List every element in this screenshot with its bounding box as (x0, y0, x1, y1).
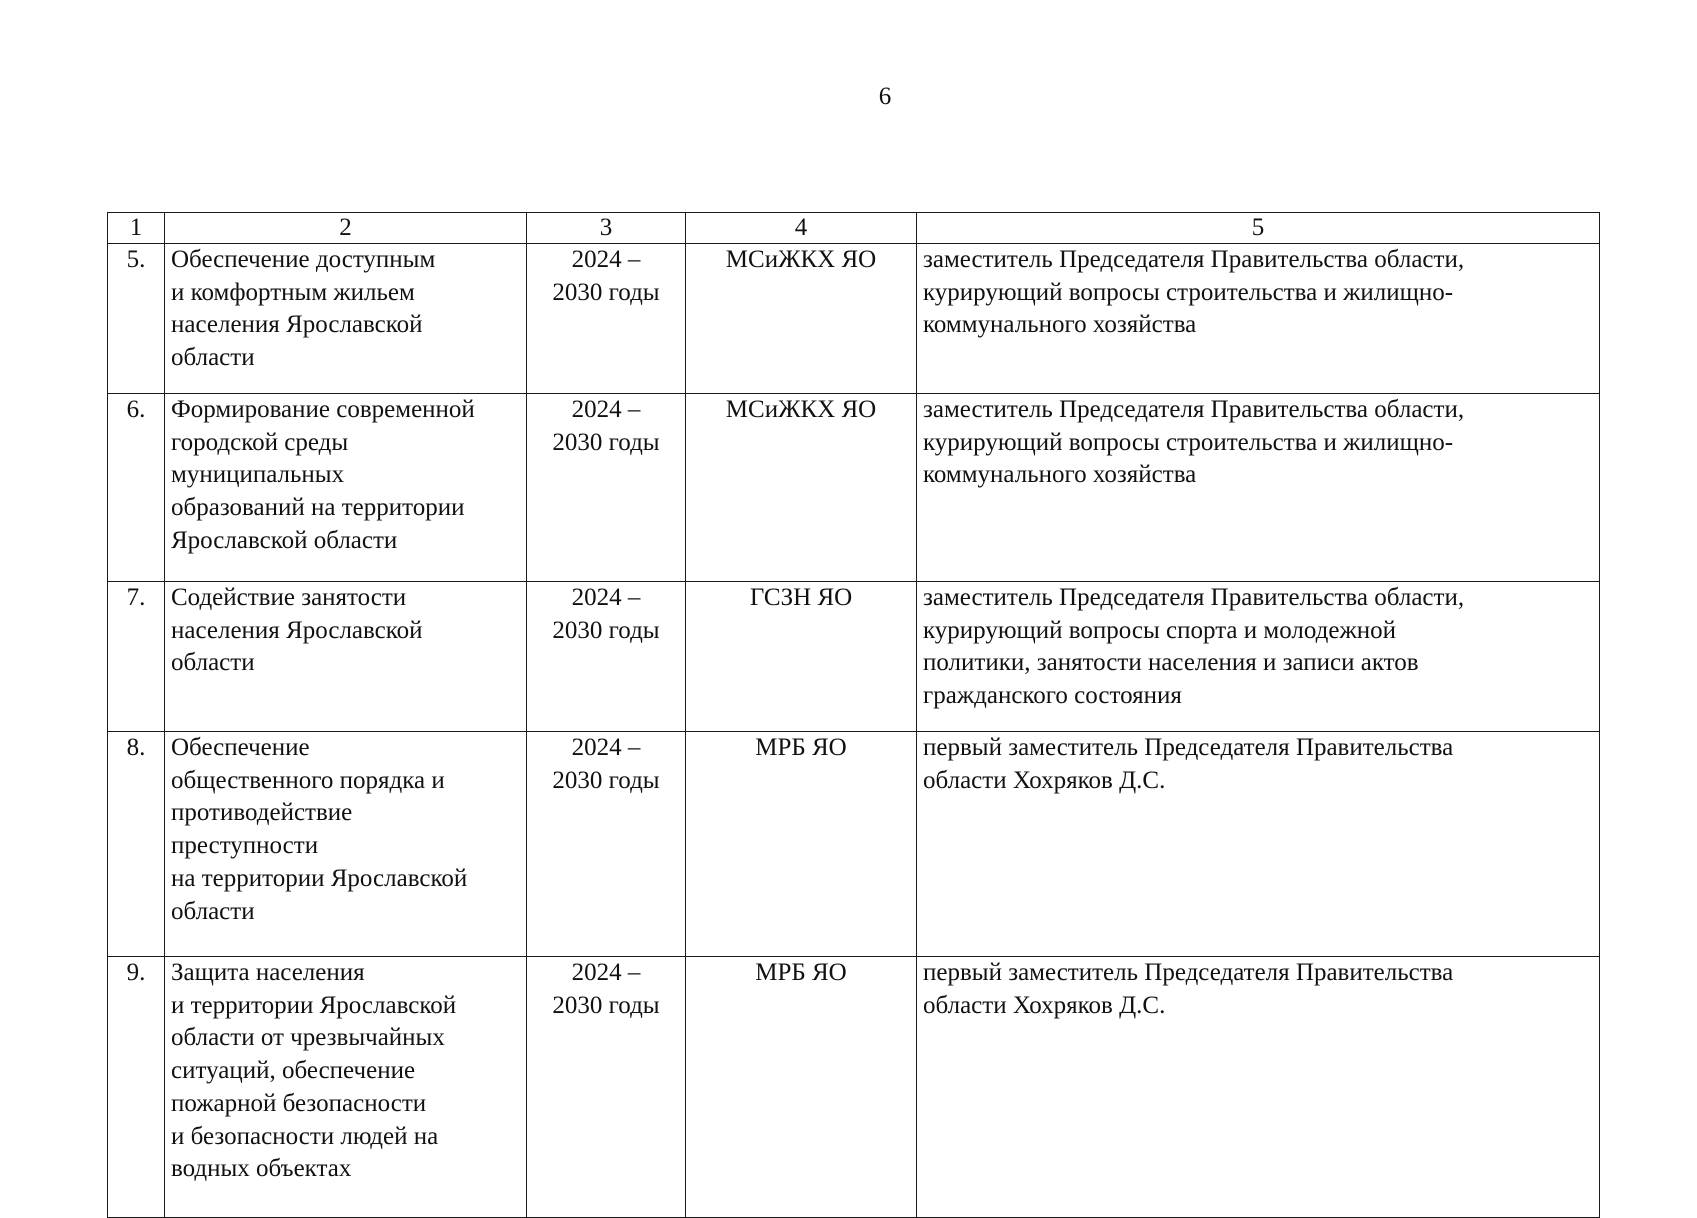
period-cell-line: 2030 годы (552, 991, 660, 1019)
program-name-cell-line: водных объектах (171, 1155, 352, 1183)
period-cell (527, 394, 686, 582)
header-cell-5: 5 (917, 213, 1600, 244)
responsible-cell-line: первый заместитель Председателя Правительства (923, 959, 1454, 986)
program-name-cell-line: и территории Ярославской (171, 991, 457, 1019)
executor-cell: МРБ ЯО (686, 957, 917, 1218)
responsible-cell-line: политики, занятости населения и записи актов (923, 649, 1419, 677)
responsible-cell-line: первый заместитель Председателя Правительства (923, 734, 1454, 761)
program-name-cell-line: Обеспечение (171, 734, 310, 761)
program-name-cell-line: Содействие занятости (171, 584, 407, 611)
responsible-cell-line: курирующий вопросы спорта и молодежной (923, 616, 1396, 644)
program-name-cell-line: населения Ярославской (171, 311, 423, 339)
period-cell-line: 2024 – (571, 246, 641, 273)
period-cell (527, 732, 686, 957)
period-cell-line: 2024 – (571, 396, 641, 423)
table-body (108, 244, 1600, 1218)
program-name-cell-line: пожарной безопасности (171, 1089, 427, 1117)
program-name-cell-line: и безопасности людей на (171, 1122, 439, 1150)
programs-table (107, 212, 1600, 1218)
responsible-cell-line: области Хохряков Д.С. (923, 991, 1166, 1019)
period-cell-line: 2024 – (571, 734, 641, 761)
row-number-cell: 6. (108, 394, 165, 582)
program-name-cell-line: Ярославской области (171, 526, 398, 554)
header-cell-1: 1 (108, 213, 165, 244)
program-name-cell (165, 582, 527, 732)
program-name-cell-line: области (171, 344, 255, 372)
program-name-cell-line: населения Ярославской (171, 616, 423, 644)
program-name-cell-line: и комфортным жильем (171, 278, 415, 306)
responsible-cell-line: заместитель Председателя Правительства области, (923, 246, 1465, 273)
responsible-cell-line: коммунального хозяйства (923, 311, 1197, 339)
program-name-cell-line: Защита населения (171, 959, 365, 986)
program-name-cell-line: общественного порядка и (171, 766, 445, 794)
program-name-cell (165, 394, 527, 582)
row-number-cell: 9. (108, 957, 165, 1218)
responsible-cell (917, 394, 1600, 582)
executor-cell: ГСЗН ЯО (686, 582, 917, 732)
header-cell-4: 4 (686, 213, 917, 244)
table-row (108, 732, 1600, 957)
program-name-cell-line: противодействие (171, 799, 353, 827)
program-name-cell (165, 732, 527, 957)
period-cell (527, 582, 686, 732)
period-cell-line: 2030 годы (552, 616, 660, 644)
period-cell-line: 2030 годы (552, 428, 660, 456)
program-name-cell-line: муниципальных (171, 461, 345, 489)
executor-cell: МРБ ЯО (686, 732, 917, 957)
responsible-cell-line: коммунального хозяйства (923, 461, 1197, 489)
header-cell-3: 3 (527, 213, 686, 244)
program-name-cell-line: Формирование современной (171, 396, 475, 423)
period-cell (527, 957, 686, 1218)
header-cell-2: 2 (165, 213, 527, 244)
program-name-cell-line: области (171, 649, 255, 677)
responsible-cell-line: заместитель Председателя Правительства области, (923, 584, 1465, 611)
row-number-cell: 7. (108, 582, 165, 732)
executor-cell: МСиЖКХ ЯО (686, 394, 917, 582)
responsible-cell-line: курирующий вопросы строительства и жилищно- (923, 428, 1454, 456)
program-name-cell-line: на территории Ярославской (171, 864, 468, 892)
responsible-cell-line: гражданского состояния (923, 682, 1182, 710)
responsible-cell (917, 582, 1600, 732)
responsible-cell-line: области Хохряков Д.С. (923, 766, 1166, 794)
program-name-cell-line: Обеспечение доступным (171, 246, 436, 273)
period-cell (527, 244, 686, 394)
program-name-cell (165, 957, 527, 1218)
executor-cell: МСиЖКХ ЯО (686, 244, 917, 394)
program-name-cell (165, 244, 527, 394)
period-cell-line: 2024 – (571, 959, 641, 986)
program-name-cell-line: ситуаций, обеспечение (171, 1057, 416, 1085)
responsible-cell (917, 244, 1600, 394)
program-name-cell-line: образований на территории (171, 494, 465, 522)
row-number-cell: 8. (108, 732, 165, 957)
page-number: 6 (878, 83, 892, 110)
table-row (108, 957, 1600, 1218)
program-name-cell-line: области (171, 897, 255, 925)
row-number-cell: 5. (108, 244, 165, 394)
period-cell-line: 2030 годы (552, 278, 660, 306)
table-row (108, 394, 1600, 582)
responsible-cell-line: курирующий вопросы строительства и жилищно- (923, 278, 1454, 306)
table-row (108, 582, 1600, 732)
header-row (108, 213, 1600, 244)
responsible-cell (917, 957, 1600, 1218)
program-name-cell-line: области от чрезвычайных (171, 1024, 445, 1052)
period-cell-line: 2030 годы (552, 766, 660, 794)
table-header (108, 213, 1600, 244)
responsible-cell-line: заместитель Председателя Правительства области, (923, 396, 1465, 423)
table-row (108, 244, 1600, 394)
program-name-cell-line: преступности (171, 832, 319, 860)
responsible-cell (917, 732, 1600, 957)
program-name-cell-line: городской среды (171, 428, 349, 456)
period-cell-line: 2024 – (571, 584, 641, 611)
